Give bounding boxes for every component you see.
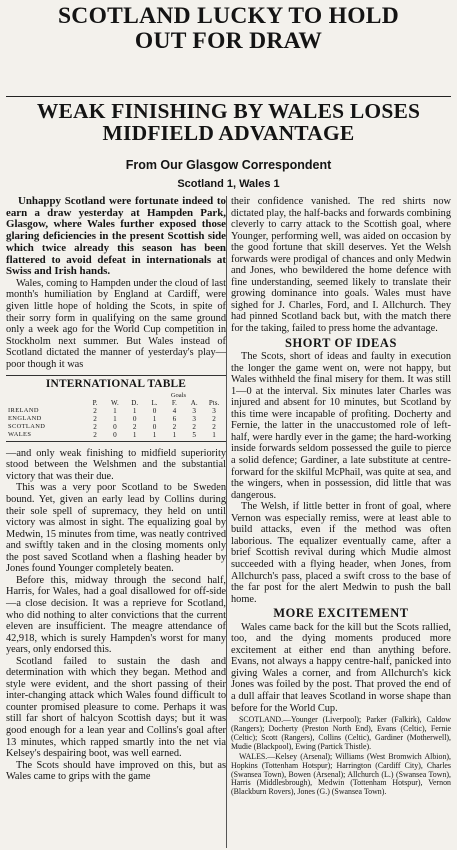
standings-table <box>8 399 224 439</box>
table-cell: 1 <box>113 406 117 415</box>
table-cell: 1 <box>172 430 177 439</box>
body-paragraph: Wales, coming to Hampden under the cloud of last month's humiliation by England at Cardiff, were given little hope of holding the Scots, in spite of their sorry form in qualifying on the same ground only a week ago for the World Cup competition in Stockholm next summer. But Wales instead of Scotland dictated the manner of yesterday's play—poor though it was <box>6 277 226 370</box>
table-cell: 2 <box>93 430 97 439</box>
table-cell: 5 <box>192 430 196 439</box>
table-cell: 0 <box>113 430 117 439</box>
col-header: F. <box>171 398 177 407</box>
table-cell: 2 <box>192 422 196 431</box>
headline-line-2: OUT FOR DRAW <box>134 28 323 54</box>
goals-label: Goals <box>170 391 186 399</box>
table-cell: 0 <box>152 422 157 431</box>
table-cell: 3 <box>192 414 196 423</box>
table-row <box>8 415 224 423</box>
article-column-left <box>6 196 226 783</box>
col-header: Pts. <box>208 398 220 407</box>
body-paragraph: —and only weak finishing to midfield superiority stood between the Welshmen and the substantial victory that was their due. <box>6 447 226 482</box>
table-title: INTERNATIONAL TABLE <box>45 378 187 391</box>
col-header: A. <box>190 398 198 407</box>
body-paragraph: This was a very poor Scotland to be Sweden bound. Yet, given an early lead by Collins during their sole spell of supremacy, they held on until victory was almost in sight. The equalizing goal by Medwin, 15 minutes from time, was neatly contrived and swiftly taken and in the closing moments only the post saved Scotland when a flashing header by Jones found Younger completely beaten. <box>6 482 226 575</box>
body-paragraph: Scotland failed to sustain the dash and determination with which they began. Method and style were evident, and the short passing of their inter-changing attack which Wales found difficult to counter promised pleasure to come. Perhaps it was still far short of halcyon Scottish days; but it was good enough for a lean year and Collins's goal after 13 minutes, which rapped smartly into the net via Kelsey's despairing boot, was well earned. <box>6 655 226 760</box>
team-lineups <box>231 716 451 797</box>
col-header: D. <box>131 398 139 407</box>
body-paragraph: their confidence vanished. The red shirts now dictated play, the half-backs and forwards combining cleverly to carry attack to the Scottish goal, where Younger, performing well, was aided on occasion by the good fortune that skill deserves. Yet the Welsh forwards were prodigal of chances and only Medwin and Jones, who bewildered the home defence with fine understanding, seemed likely to translate their growing dominance into goals. Wales must have sighed for J. Charles, Ford, and I. Allchurch. They had pinned Scotland back but, with the match there for the taking, failed to press home the advantage. <box>231 196 451 335</box>
table-cell: 2 <box>212 422 216 431</box>
table-cell: 0 <box>152 406 157 415</box>
team-name: SCOTLAND <box>8 422 46 430</box>
table-cell: 1 <box>132 430 137 439</box>
lineup-scotland: SCOTLAND.—Younger (Liverpool); Parker (Falkirk), Caldow (Rangers); Docherty (Preston North End), Evans (Celtic), Fernie (Celtic); Scott (Rangers), Collins (Celtic), Gardiner (Motherwell), Mudie (Blackpool), Ewing (Partick Thistle). <box>231 715 451 751</box>
lead-paragraph: Unhappy Scotland were fortunate indeed to earn a draw yesterday at Hampden Park, Glasgow, where Wales further exposed those glaring deficiencies in the present Scottish side which twice already this season has been flattered to avoid defeat in internationals at Swiss and Irish hands. <box>6 195 226 278</box>
column-divider <box>226 196 227 848</box>
table-cell: 2 <box>93 422 97 431</box>
team-name: IRELAND <box>8 406 39 414</box>
table-cell: 1 <box>152 430 157 439</box>
article-column-right <box>231 196 451 798</box>
table-cell: 1 <box>152 414 157 423</box>
lineup-wales: WALES.—Kelsey (Arsenal); Williams (West Bromwich Albion), Hopkins (Tottenham Hotspur); Harrington (Cardiff City), Charles (Swansea Town), Bowen (Arsenal); Allchurch (L.) (Swansea Town), Harris (Middlesbrough), Medwin (Tottenham Hotspur), Vernon (Blackburn Rovers), Jones (G.) (Swansea Town). <box>231 751 451 797</box>
sub-headline <box>0 101 457 144</box>
table-cell: 2 <box>132 422 137 431</box>
section-heading: SHORT OF IDEAS <box>285 335 397 350</box>
subheadline-line-2: MIDFIELD ADVANTAGE <box>102 120 355 145</box>
body-paragraph: Before this, midway through the second half, Harris, for Wales, had a goal disallowed for off-side—a close decision. It was a reprieve for Scotland, who did nothing to alter convictions that the current eleven are insufficient. The meagre attendance of 42,918, which is surely Hampden's worst for many years, only endorsed this. <box>6 574 226 656</box>
table-cell: 2 <box>93 406 97 415</box>
table-cell: 1 <box>113 414 117 423</box>
col-header: W. <box>111 398 119 407</box>
international-table <box>6 375 226 442</box>
table-cell: 2 <box>172 422 177 431</box>
section-heading: MORE EXCITEMENT <box>273 606 409 621</box>
headline-line-1: SCOTLAND LUCKY TO HOLD <box>57 3 400 29</box>
table-row <box>8 431 224 439</box>
body-paragraph: The Scots should have improved on this, but as Wales came to grips with the game <box>6 759 226 783</box>
table-cell: 0 <box>132 414 137 423</box>
body-paragraph: The Welsh, if little better in front of goal, where Vernon was especially remiss, were at least able to build attacks, even if the method was often laborious. The equalizer eventually came, after a brief Scottish revival during which Mudie almost succeeded with a flying header, when Jones, from Allchurch's pass, placed a swift cross to the base of the far post for the alert Medwin to push the ball home. <box>231 501 451 605</box>
table-cell: 1 <box>212 430 216 439</box>
table-cell: 4 <box>172 406 177 415</box>
table-row <box>8 407 224 415</box>
table-cell: 3 <box>212 406 216 415</box>
table-cell: 3 <box>192 406 196 415</box>
table-cell: 0 <box>113 422 117 431</box>
team-name: ENGLAND <box>8 414 42 422</box>
col-header: P. <box>92 398 98 407</box>
table-row <box>8 423 224 431</box>
main-headline <box>0 4 457 54</box>
body-paragraph: Wales came back for the kill but the Scots rallied, too, and the dying moments produced more excitement at either end than anything before. Evans, not always a happy centre-half, panicked into giving Wales a corner, and from Allchurch's kick Jones was foiled by the post. That proved the end of a dull affair that leaves Scotland in worse shape than before for the World Cup. <box>231 621 451 714</box>
table-cell: 2 <box>93 414 97 423</box>
byline: From Our Glasgow Correspondent <box>125 158 332 172</box>
table-cell: 6 <box>172 414 177 423</box>
match-score: Scotland 1, Wales 1 <box>177 178 280 190</box>
team-name: WALES <box>8 430 32 438</box>
table-cell: 2 <box>212 414 216 423</box>
table-header-row <box>8 399 224 407</box>
col-header: L. <box>151 398 158 407</box>
headline-divider <box>6 96 451 97</box>
subheadline-line-1: WEAK FINISHING BY WALES LOSES <box>36 99 421 123</box>
body-paragraph: The Scots, short of ideas and faulty in execution the longer the game went on, were not happy, but Wales withheld the final misery for them. It was still 1—0 at the interval. Six minutes later Charles was injured and absent for 10 minutes, but Scotland by this time were incapable of profiting. Docherty and Fernie, the latter in the unaccustomed role of left-half, were hardly ever in the game; the hard-working inside forwards seldom possessed the guile to pierce a solid defence; Gardiner, a late substitute at centre-forward for the skilful McPhail, was quite at sea, and the wingers, when in possession, did little that was dangerous. <box>231 351 451 501</box>
table-cell: 1 <box>132 406 137 415</box>
